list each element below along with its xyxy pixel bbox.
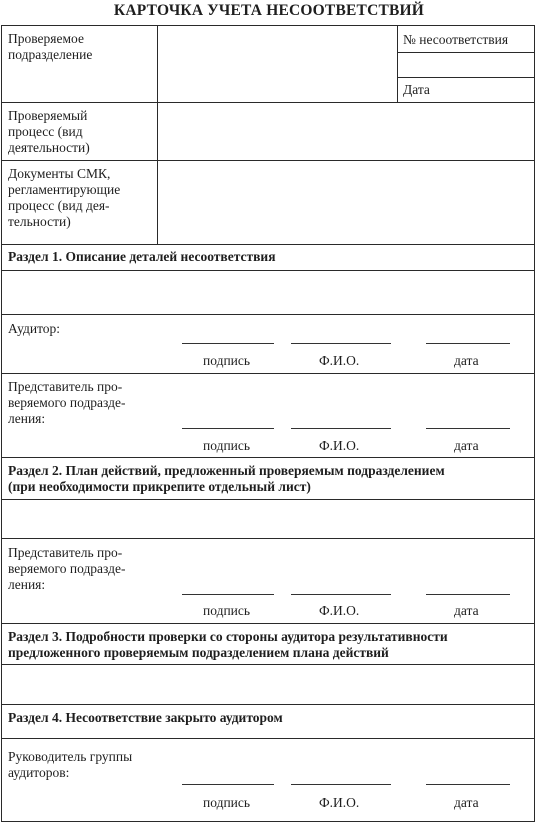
department-label: Проверяемое подразделение (8, 31, 93, 62)
header-divider-right (397, 25, 398, 102)
audit-lead-date-caption: дата (454, 795, 479, 810)
section4-heading: Раздел 4. Несоответствие закрыто аудитором (8, 710, 283, 725)
audit-lead-signature-line (182, 784, 274, 785)
row-rule-3 (1, 244, 535, 245)
auditor-name-caption: Ф.И.О. (319, 353, 360, 368)
nc-number-label: № несоответствия (403, 32, 509, 47)
auditor-name-line (291, 343, 391, 344)
audit-lead-signature-caption: подпись (203, 795, 251, 810)
audit-lead-name-caption: Ф.И.О. (319, 795, 360, 810)
auditor-signature-caption: подпись (203, 353, 251, 368)
section2-rep-date-caption: дата (454, 603, 479, 618)
auditor-label: Аудитор: (8, 321, 61, 336)
section2-rep-date-line (426, 594, 510, 595)
row-rule-2 (1, 160, 535, 161)
section2-rep-name-line (291, 594, 391, 595)
section1-rep-date-line (426, 428, 510, 429)
audit-lead-label: Руководитель группы аудиторов: (8, 749, 133, 780)
audit-lead-name-line (291, 784, 391, 785)
section1-rep-signature-caption: подпись (203, 438, 251, 453)
auditor-date-caption: дата (454, 353, 479, 368)
qms-docs-label: Документы СМК, регламентирующие процесс (вид дея- тельности) (8, 166, 121, 229)
nc-date-rule (397, 77, 535, 78)
process-label: Проверяемый процесс (вид деятельности) (8, 108, 90, 155)
nc-date-label: Дата (403, 82, 430, 97)
section1-end-rule (1, 457, 535, 458)
section1-heading: Раздел 1. Описание деталей несоответствия (8, 249, 276, 264)
section1-rep-name-caption: Ф.И.О. (319, 438, 360, 453)
section3-heading: Раздел 3. Подробности проверки со стороны аудитора результативности предложенного проверяемым подразделением плана действий (8, 629, 448, 660)
section4-heading-rule (1, 738, 535, 739)
section2-end-rule (1, 623, 535, 624)
section2-heading-rule (1, 499, 535, 500)
section1-heading-rule (1, 270, 535, 271)
section2-rep-signature-line (182, 594, 274, 595)
section2-plan-rule (1, 538, 535, 539)
row-rule-1 (1, 102, 535, 103)
section2-rep-label: Представитель про- веряемого подразде- ления: (8, 545, 126, 592)
auditor-signature-line (182, 343, 274, 344)
section1-rep-signature-line (182, 428, 274, 429)
form-title: КАРТОЧКА УЧЕТА НЕСООТВЕТСТВИЙ (113, 2, 425, 19)
section1-rep-date-caption: дата (454, 438, 479, 453)
section2-rep-name-caption: Ф.И.О. (319, 603, 360, 618)
section2-heading: Раздел 2. План действий, предложенный проверяемым подразделением (при необходимости прикрепите отдельный лист) (8, 463, 445, 494)
section3-heading-rule (1, 664, 535, 665)
header-divider-left (157, 25, 158, 244)
section1-auditor-rule (1, 373, 535, 374)
section2-rep-signature-caption: подпись (203, 603, 251, 618)
section1-description-rule (1, 314, 535, 315)
section1-rep-name-line (291, 428, 391, 429)
nc-number-rule (397, 52, 535, 53)
section3-end-rule (1, 704, 535, 705)
section1-rep-label: Представитель про- веряемого подразде- ления: (8, 379, 126, 426)
auditor-date-line (426, 343, 510, 344)
audit-lead-date-line (426, 784, 510, 785)
